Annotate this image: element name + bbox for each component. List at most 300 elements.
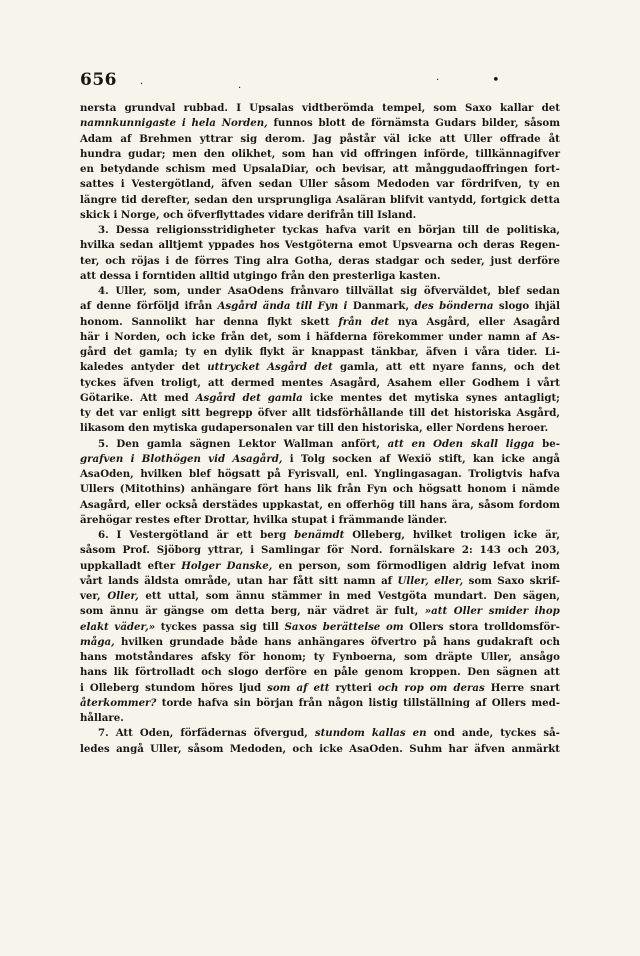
word: det <box>388 391 408 404</box>
word: Ollers <box>409 620 444 633</box>
text-line <box>80 467 560 482</box>
word: en <box>411 437 426 450</box>
word: 143 <box>479 544 501 557</box>
word: bilder, <box>481 117 519 130</box>
word: Island. <box>377 208 417 221</box>
word: Olleberg <box>89 681 140 694</box>
word: tyckes <box>80 376 117 389</box>
word: i <box>289 452 294 465</box>
word: UpsalaDiar, <box>242 163 309 175</box>
word: högsatt <box>418 483 462 496</box>
word: Saxos <box>284 620 318 633</box>
word: till <box>408 407 426 419</box>
word: hans <box>80 651 108 663</box>
word: en <box>412 727 427 740</box>
word: också <box>165 498 198 511</box>
word: sägnen <box>189 437 231 450</box>
word: vårt <box>80 574 103 587</box>
word: ty <box>185 346 196 358</box>
word: AsaOden. <box>349 742 403 755</box>
word: uppkalladt <box>80 559 142 572</box>
text-line <box>80 589 560 604</box>
text-line <box>80 223 560 238</box>
word: vidare <box>268 208 304 221</box>
word: hans <box>419 498 448 511</box>
word: både <box>230 635 258 648</box>
word: början <box>418 224 456 236</box>
word: passa <box>202 620 235 633</box>
word: vidtberömda <box>302 102 374 114</box>
word: kallas <box>371 727 406 740</box>
word: stadgar <box>375 254 419 267</box>
word: nersta <box>80 102 117 114</box>
word: till <box>317 422 334 435</box>
word: As- <box>542 330 560 343</box>
word: under <box>187 285 221 297</box>
word: berg <box>260 529 287 541</box>
word: genom <box>364 666 404 679</box>
text-line <box>80 376 560 391</box>
word: förtrolladt <box>135 666 195 679</box>
word: Uller, <box>150 742 182 755</box>
text-line <box>80 574 560 589</box>
word: anhängares <box>297 635 365 648</box>
word: utgingo <box>232 269 278 282</box>
word: Holger <box>181 559 221 572</box>
word: eller <box>134 498 161 511</box>
word: tillvällat <box>345 285 394 297</box>
word: offerhög <box>346 498 395 511</box>
word: till <box>295 300 313 313</box>
word: sedan <box>526 285 560 297</box>
word: lefvat <box>492 559 525 572</box>
word: ande, <box>461 727 494 740</box>
word: 5. <box>98 437 109 450</box>
word: någon <box>327 696 364 709</box>
word: om <box>210 605 229 618</box>
word: månggudaoffringen <box>414 163 528 175</box>
text-line <box>80 116 560 131</box>
word: vädret <box>333 605 370 618</box>
text-line <box>80 696 560 711</box>
word: denne <box>96 300 132 313</box>
word: begrepp <box>205 407 253 419</box>
word: och <box>165 330 187 343</box>
word: lik <box>113 666 129 679</box>
word: och <box>457 239 479 252</box>
word: sägnen <box>496 666 538 679</box>
word: dermed <box>231 376 275 389</box>
text-line <box>80 330 560 345</box>
word: mentes <box>340 391 382 404</box>
word: AsaOdens <box>227 285 284 297</box>
word: vid <box>340 147 358 160</box>
word: stora <box>449 620 479 633</box>
word: Asagård <box>513 315 560 328</box>
word: förnämsta <box>370 117 430 130</box>
word: elakt <box>80 620 109 633</box>
word: vantydd, <box>428 193 477 206</box>
word: Asgård <box>267 361 308 374</box>
word: här <box>80 330 100 343</box>
word: slogo <box>228 666 259 679</box>
word: yttrar <box>199 132 233 145</box>
word: Wexiö <box>397 452 432 465</box>
word: eller <box>478 315 505 328</box>
word: fört <box>257 483 279 496</box>
word: sin <box>233 696 251 709</box>
word: Ting <box>234 254 261 267</box>
word: mundart. <box>433 590 487 602</box>
word: Tolg <box>300 452 326 465</box>
word: af <box>296 681 308 694</box>
word: den <box>203 147 225 160</box>
word: aldrig <box>452 559 487 572</box>
word: förfädernas <box>180 727 247 740</box>
word: Vestergötland, <box>131 178 215 191</box>
word: gamla <box>146 437 182 450</box>
word: Drottar, <box>204 513 250 526</box>
word: Uller, <box>115 285 147 297</box>
word: olikhet, <box>231 147 276 160</box>
word: benämdt <box>294 529 345 541</box>
word: Norge, <box>120 208 160 221</box>
word: tyckes <box>160 620 197 633</box>
word: des <box>414 300 434 313</box>
word: röjas <box>131 254 160 267</box>
word: stundom <box>314 727 365 740</box>
word: de <box>486 224 500 236</box>
word: Den <box>467 666 490 679</box>
word: de <box>351 117 366 130</box>
word: öfver <box>257 407 287 419</box>
word: sig <box>400 285 418 297</box>
word: tillkännagifver <box>475 147 560 160</box>
word: om <box>385 620 404 633</box>
word: väl <box>383 132 401 145</box>
word: knappast <box>311 346 364 358</box>
word: tyckes <box>500 727 537 740</box>
word: i <box>104 330 109 343</box>
word: det <box>314 361 333 374</box>
word: namn <box>343 574 376 587</box>
word: restes <box>135 513 170 526</box>
word: ver, <box>80 590 101 602</box>
word: ihop <box>534 605 560 618</box>
word: i <box>250 544 255 557</box>
word: det <box>242 391 261 404</box>
word: vid <box>208 452 226 465</box>
word: af <box>120 132 132 145</box>
word: bevisar, <box>342 163 387 175</box>
word: om <box>429 681 448 694</box>
word: kaledes <box>80 361 124 374</box>
word: »att <box>424 605 448 618</box>
word: motståndares <box>115 651 194 663</box>
text-line <box>80 437 560 452</box>
word: är <box>375 605 388 618</box>
word: Ollers <box>491 696 526 709</box>
word: Vestgöta <box>377 590 428 602</box>
word: 4. <box>98 285 109 297</box>
word: blifvit <box>390 193 424 206</box>
word: Vestgöterna <box>284 239 354 252</box>
word: tidsförhållande <box>316 407 404 419</box>
word: tillställning <box>403 696 470 709</box>
word: som <box>267 681 291 694</box>
word: ett <box>145 590 162 602</box>
word: Wallman <box>283 437 334 450</box>
word: hans <box>443 635 471 648</box>
word: historiska <box>454 407 512 419</box>
word: men <box>172 147 197 160</box>
word: 2: <box>461 544 473 557</box>
word: hvilken <box>121 635 164 648</box>
word: inom <box>531 559 560 572</box>
word: såsom <box>187 742 224 755</box>
word: har <box>195 315 215 328</box>
word: skett <box>300 315 330 328</box>
word: AsaOden, <box>80 468 134 480</box>
word: att <box>392 163 409 175</box>
word: alltid <box>199 269 230 282</box>
word: en <box>546 178 560 191</box>
word: ett <box>313 681 330 694</box>
word: derföre <box>517 254 560 267</box>
body-text <box>80 101 560 757</box>
word: ansågo <box>519 651 560 663</box>
word: icke <box>319 742 343 755</box>
word: deras <box>338 254 370 267</box>
word: Oden <box>433 437 464 450</box>
word: såsom <box>80 544 116 557</box>
text-line <box>80 452 560 467</box>
word: som <box>277 330 301 343</box>
word: Medoden <box>376 178 430 191</box>
word: högsatt <box>217 468 261 480</box>
text-line <box>80 711 560 726</box>
word: som <box>205 590 230 602</box>
word: tider. <box>507 346 538 358</box>
print-speck: · <box>140 79 144 90</box>
word: berättelse <box>322 620 381 633</box>
word: bönderna <box>439 300 494 313</box>
text-line <box>80 620 560 635</box>
word: af <box>80 300 91 313</box>
text-line <box>80 284 560 299</box>
word: sedan <box>194 193 228 206</box>
word: Upsalas <box>249 102 294 114</box>
word: är <box>292 346 305 358</box>
word: ett <box>409 361 426 374</box>
word: rytteri <box>335 681 372 694</box>
text-line <box>80 406 560 421</box>
word: Att <box>115 727 133 740</box>
word: sitt <box>318 574 338 587</box>
word: detta <box>234 605 265 618</box>
word: alltjemt <box>158 239 204 252</box>
word: Asagård, <box>330 376 381 389</box>
word: derom. <box>265 132 306 145</box>
word: område, <box>184 574 232 587</box>
word: blott <box>318 117 346 130</box>
text-line <box>80 421 560 436</box>
word: ett <box>236 529 253 541</box>
text-line <box>80 482 560 497</box>
word: hvilket <box>412 529 453 541</box>
text-line <box>80 681 560 696</box>
word: påstår <box>339 132 376 145</box>
word: att <box>387 437 404 450</box>
text-line <box>80 238 560 253</box>
word: som <box>347 559 371 572</box>
word: Norden, <box>221 117 268 130</box>
word: grundade <box>169 635 225 648</box>
word: för <box>326 544 344 557</box>
word: återkommer? <box>80 696 157 709</box>
word: forntiden <box>142 269 196 282</box>
word: mytiska <box>152 422 198 435</box>
word: att <box>543 666 560 679</box>
word: under <box>448 330 483 343</box>
word: emot <box>358 239 388 252</box>
word: efter <box>173 513 201 526</box>
word: Asgård, <box>516 407 560 419</box>
word: så- <box>543 727 560 740</box>
word: betydande <box>100 163 160 175</box>
word: Nord. <box>350 544 383 557</box>
word: ursprungliga <box>257 193 332 206</box>
word: af <box>475 696 487 709</box>
word: i <box>134 269 139 282</box>
word: Asaläran <box>335 193 386 206</box>
word: stupat <box>291 513 328 526</box>
word: det <box>370 315 390 328</box>
word: i <box>80 681 84 694</box>
word: det <box>181 361 200 374</box>
word: i <box>343 300 348 313</box>
text-line <box>80 559 560 574</box>
word: kan <box>472 452 495 465</box>
word: stift, <box>438 452 466 465</box>
word: listig <box>368 696 398 709</box>
text-line <box>80 726 560 741</box>
word: med <box>164 391 189 404</box>
word: denna <box>223 315 259 328</box>
word: schism <box>165 163 206 175</box>
word: deras <box>453 681 485 694</box>
word: en <box>278 559 293 572</box>
word: öfvergud, <box>253 727 308 740</box>
word: deras <box>483 239 515 252</box>
word: Samlingar <box>261 544 321 557</box>
word: yppades <box>208 239 255 252</box>
text-line <box>80 132 560 147</box>
word: yttrar, <box>207 544 244 557</box>
word: Oller <box>453 605 483 618</box>
text-line <box>80 299 560 314</box>
word: politiska, <box>506 224 560 236</box>
word: sedan <box>119 239 154 252</box>
word: Asgård, <box>426 315 470 328</box>
word: antyder <box>130 361 175 374</box>
word: offringen <box>364 147 417 160</box>
word: snart <box>530 681 560 694</box>
word: synes <box>465 391 498 404</box>
text-line <box>80 513 560 528</box>
word: efter <box>147 559 176 572</box>
word: äfven <box>221 178 253 191</box>
word: det <box>430 407 449 419</box>
word: smider <box>488 605 529 618</box>
word: varit <box>363 224 391 236</box>
word: dräpte <box>435 651 473 663</box>
word: Vestergötland <box>129 529 209 541</box>
word: tid <box>121 193 137 206</box>
word: äfven <box>426 346 457 358</box>
text-line <box>80 101 560 116</box>
word: att <box>439 132 456 145</box>
word: hvilken <box>140 468 183 480</box>
word: och <box>513 361 535 374</box>
word: Asgård <box>195 391 236 404</box>
word: Olleberg, <box>352 529 405 541</box>
word: Jag <box>313 132 332 145</box>
word: Gotha, <box>294 254 333 267</box>
word: skick <box>80 208 110 221</box>
word: skall <box>470 437 498 450</box>
word: hela <box>191 117 216 130</box>
print-speck: • <box>492 73 500 88</box>
word: öfverflyttades <box>187 208 265 221</box>
word: åt <box>548 132 560 145</box>
word: Li- <box>544 346 560 358</box>
word: derstädes <box>202 498 258 511</box>
word: i <box>181 117 186 130</box>
word: länder. <box>407 513 448 526</box>
word: honom. <box>80 315 123 328</box>
page-number: 656 <box>80 70 117 90</box>
word: och <box>105 254 126 267</box>
print-speck: · <box>436 75 440 86</box>
word: honom; <box>262 651 306 663</box>
text-line <box>80 665 560 680</box>
word: I <box>236 102 241 114</box>
word: anfört, <box>341 437 380 450</box>
word: att <box>207 376 224 389</box>
word: Nordens <box>455 422 505 435</box>
word: med- <box>531 696 560 709</box>
word: I <box>116 529 122 541</box>
word: Fyrisvall, <box>287 468 340 480</box>
word: att <box>80 269 97 282</box>
word: från <box>337 483 362 496</box>
word: Adam <box>80 132 113 145</box>
word: och <box>392 483 414 496</box>
word: ledes <box>80 742 110 755</box>
word: nämde <box>521 483 560 496</box>
word: Brehmen <box>139 132 192 145</box>
word: af <box>379 452 391 465</box>
word: anmärkt <box>511 742 560 755</box>
text-line <box>80 147 560 162</box>
word: hans <box>284 483 312 496</box>
word: tänkbar, <box>371 346 419 358</box>
word: derföre <box>265 666 308 679</box>
word: i <box>306 330 311 343</box>
word: Uller <box>463 132 492 145</box>
word: kallar <box>500 102 534 114</box>
